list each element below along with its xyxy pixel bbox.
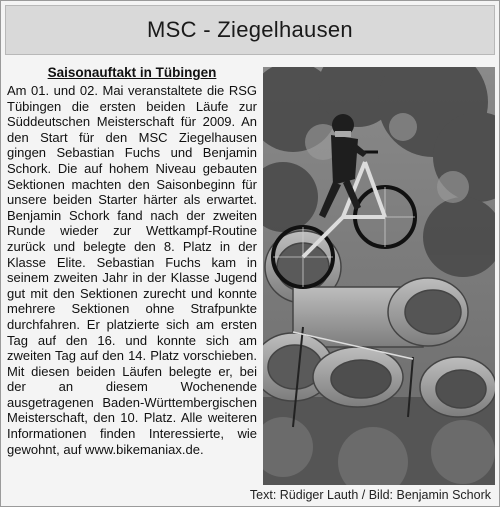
article-body: Am 01. und 02. Mai veranstaltete die RSG Tübingen die ersten beiden Läufe zur Süddeutschen Meisterschaft für 2009. An den Start für den MSC Ziegelhausen gingen Sebastian Fuchs und Benjamin Schork. Die auf hohem Niveau gebauten Sektionen machten den Saisonbeginn für unsere beiden Starter härter als erwartet. Benjamin Schork fand nach der zweiten Runde wieder zur Wettkampf-Routine zurück und belegte den 8. Platz in der Klasse Elite. Sebastian Fuchs kam in seinem zweiten Jahr in der Klasse Jugend gut mit den Sektionen zurecht und konnte mehrere Sektionen ohne Strafpunkte durchfahren. Er platzierte sich am ersten Tag auf den 16. und konnte sich am zweiten Tag auf den 14. Platz vorschieben. Mit diesen beiden Läufen belegte er, bei der an diesem Wochenende ausgetragenen Baden-Württembergischen Meisterschaft, den 10. Platz. Alle weiteren Informationen finden Interessierte, wie gewohnt, auf www.bikemaniax.de.: [7, 83, 257, 457]
section-title: MSC - Ziegelhausen: [147, 17, 353, 42]
article-headline: Saisonauftakt in Tübingen: [47, 65, 217, 80]
article: [7, 65, 257, 485]
photo-credit: Text: Rüdiger Lauth / Bild: Benjamin Schork: [249, 488, 491, 502]
article-photo: [263, 67, 495, 485]
section-header: [5, 5, 495, 55]
trial-bike-photo: [263, 67, 495, 485]
